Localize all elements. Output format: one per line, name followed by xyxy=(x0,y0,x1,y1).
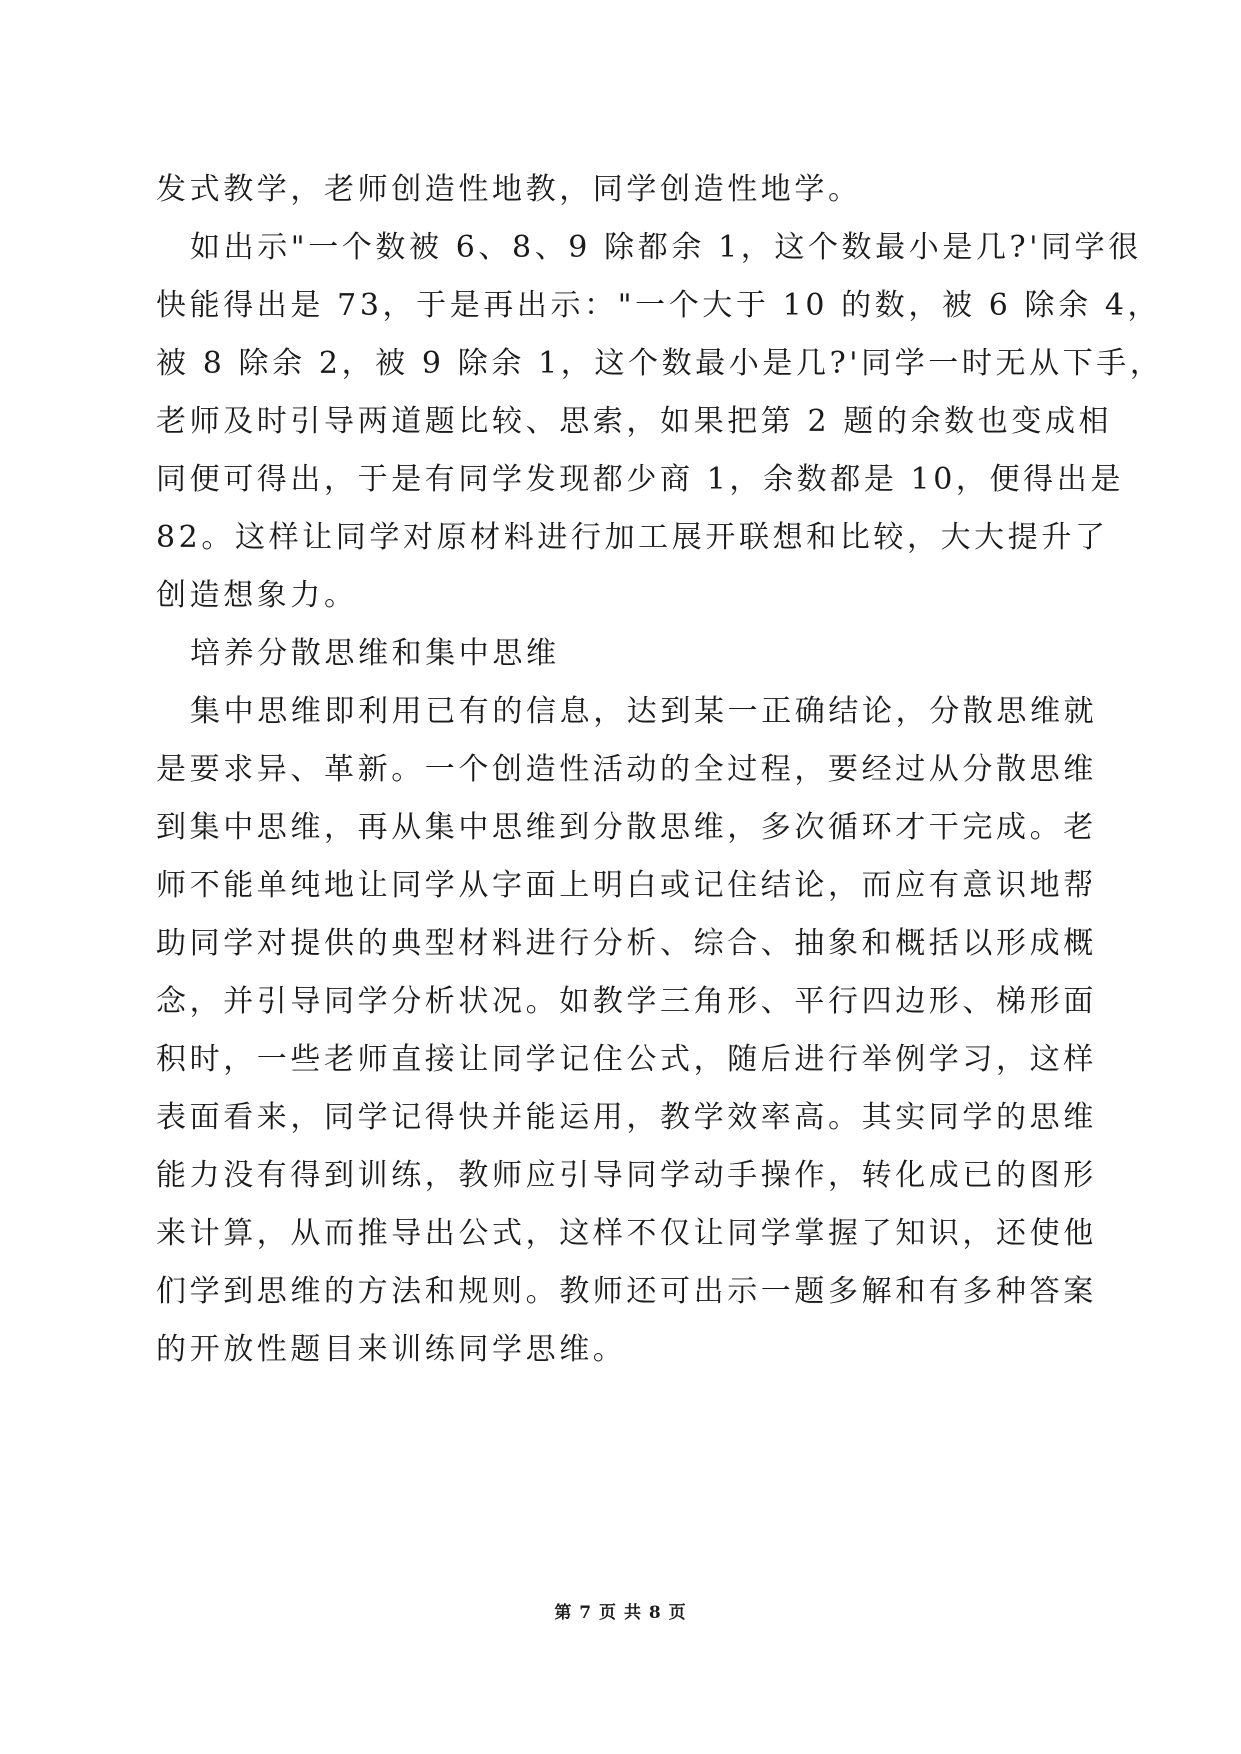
text-line: 念，并引导同学分析状况。如教学三角形、平行四边形、梯形面 xyxy=(156,984,1097,1019)
text-line: 老师及时引导两道题比较、思索，如果把第 2 题的余数也变成相 xyxy=(156,404,1113,439)
text-line: 发式教学，老师创造性地教，同学创造性地学。 xyxy=(156,172,862,207)
text-line: 来计算，从而推导出公式，这样不仅让同学掌握了知识，还使他 xyxy=(156,1216,1097,1251)
text-line: 能力没有得到训练，教师应引导同学动手操作，转化成已的图形 xyxy=(156,1158,1097,1193)
text-line: 创造想象力。 xyxy=(156,578,358,613)
section-heading: 培养分散思维和集中思维 xyxy=(190,636,560,671)
text-line: 们学到思维的方法和规则。教师还可出示一题多解和有多种答案 xyxy=(156,1274,1097,1309)
text-line: 表面看来，同学记得快并能运用，教学效率高。其实同学的思维 xyxy=(156,1100,1097,1135)
text-line: 同便可得出，于是有同学发现都少商 1，余数都是 10，便得出是 xyxy=(156,462,1124,497)
text-line: 82。这样让同学对原材料进行加工展开联想和比较，大大提升了 xyxy=(156,520,1109,555)
text-line: 是要求异、革新。一个创造性活动的全过程，要经过从分散思维 xyxy=(156,752,1097,787)
page-number-footer: 第 7 页 共 8 页 xyxy=(554,1603,687,1623)
text-line: 如出示"一个数被 6、8、9 除都余 1，这个数最小是几?'同学很 xyxy=(190,230,1142,265)
text-line: 到集中思维，再从集中思维到分散思维，多次循环才干完成。老 xyxy=(156,810,1097,845)
text-line: 助同学对提供的典型材料进行分析、综合、抽象和概括以形成概 xyxy=(156,926,1097,961)
text-line: 快能得出是 73，于是再出示："一个大于 10 的数，被 6 除余 4， xyxy=(156,288,1162,323)
text-line: 集中思维即利用已有的信息，达到某一正确结论，分散思维就 xyxy=(190,694,1098,729)
text-line: 师不能单纯地让同学从字面上明白或记住结论，而应有意识地帮 xyxy=(156,868,1097,903)
text-line: 的开放性题目来训练同学思维。 xyxy=(156,1332,627,1367)
text-line: 被 8 除余 2，被 9 除余 1，这个数最小是几?'同学一时无从下手， xyxy=(156,346,1164,381)
text-line: 积时，一些老师直接让同学记住公式，随后进行举例学习，这样 xyxy=(156,1042,1097,1077)
